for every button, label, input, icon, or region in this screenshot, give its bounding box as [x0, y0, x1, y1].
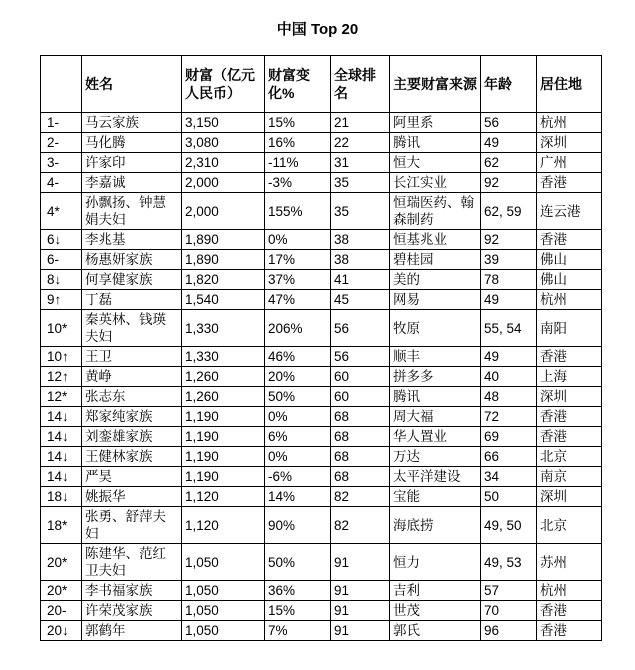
cell-residence: 杭州: [537, 290, 602, 310]
cell-wealth-change: 46%: [265, 347, 331, 367]
cell-age: 49, 53: [481, 544, 537, 581]
table-row: [41, 133, 602, 153]
cell-rank: 4-: [41, 173, 82, 193]
cell-wealth: 1,890: [182, 230, 265, 250]
header-residence: 居住地: [537, 56, 602, 113]
cell-residence: 深圳: [537, 133, 602, 153]
cell-wealth-source: 周大福: [390, 407, 481, 427]
cell-global-rank: 41: [331, 270, 390, 290]
cell-wealth-source: 顺丰: [390, 347, 481, 367]
cell-rank: 8↓: [41, 270, 82, 290]
cell-age: 66: [481, 447, 537, 467]
cell-rank: 3-: [41, 153, 82, 173]
cell-name: 李兆基: [82, 230, 182, 250]
cell-wealth: 3,150: [182, 113, 265, 133]
cell-wealth-source: 阿里系: [390, 113, 481, 133]
cell-age: 49: [481, 133, 537, 153]
cell-age: 39: [481, 250, 537, 270]
cell-residence: 香港: [537, 173, 602, 193]
cell-wealth-source: 恒大: [390, 153, 481, 173]
table-row: [41, 544, 602, 581]
cell-rank: 18↓: [41, 487, 82, 507]
cell-age: 62, 59: [481, 193, 537, 230]
table-row: [41, 601, 602, 621]
cell-residence: 香港: [537, 230, 602, 250]
cell-wealth-change: 0%: [265, 407, 331, 427]
ranking-table: [40, 55, 602, 641]
cell-global-rank: 91: [331, 601, 390, 621]
cell-name: 黄峥: [82, 367, 182, 387]
table-row: [41, 447, 602, 467]
cell-global-rank: 68: [331, 407, 390, 427]
cell-wealth: 1,050: [182, 544, 265, 581]
cell-residence: 广州: [537, 153, 602, 173]
cell-residence: 北京: [537, 507, 602, 544]
cell-rank: 18*: [41, 507, 82, 544]
table-row: [41, 487, 602, 507]
cell-global-rank: 31: [331, 153, 390, 173]
cell-wealth: 1,260: [182, 367, 265, 387]
cell-wealth-source: 郭氏: [390, 621, 481, 641]
cell-age: 34: [481, 467, 537, 487]
cell-residence: 深圳: [537, 387, 602, 407]
cell-rank: 14↓: [41, 447, 82, 467]
cell-wealth: 2,000: [182, 193, 265, 230]
cell-wealth-change: 17%: [265, 250, 331, 270]
cell-rank: 10*: [41, 310, 82, 347]
cell-wealth-change: 7%: [265, 621, 331, 641]
table-row: [41, 173, 602, 193]
cell-residence: 南京: [537, 467, 602, 487]
cell-rank: 20*: [41, 581, 82, 601]
cell-wealth-source: 腾讯: [390, 133, 481, 153]
cell-age: 57: [481, 581, 537, 601]
cell-wealth-change: 50%: [265, 387, 331, 407]
cell-rank: 20↓: [41, 621, 82, 641]
cell-global-rank: 82: [331, 487, 390, 507]
cell-residence: 上海: [537, 367, 602, 387]
cell-residence: 南阳: [537, 310, 602, 347]
cell-name: 王卫: [82, 347, 182, 367]
cell-wealth-change: 16%: [265, 133, 331, 153]
cell-age: 49: [481, 290, 537, 310]
cell-wealth-change: 50%: [265, 544, 331, 581]
cell-wealth-source: 宝能: [390, 487, 481, 507]
cell-wealth: 1,190: [182, 427, 265, 447]
cell-wealth: 1,190: [182, 467, 265, 487]
cell-wealth-source: 长江实业: [390, 173, 481, 193]
cell-global-rank: 21: [331, 113, 390, 133]
header-wealth: 财富（亿元人民币）: [182, 56, 265, 113]
cell-global-rank: 68: [331, 467, 390, 487]
cell-wealth: 1,050: [182, 601, 265, 621]
cell-age: 69: [481, 427, 537, 447]
cell-wealth: 1,190: [182, 407, 265, 427]
cell-age: 40: [481, 367, 537, 387]
cell-wealth-change: 47%: [265, 290, 331, 310]
cell-rank: 6-: [41, 250, 82, 270]
cell-name: 王健林家族: [82, 447, 182, 467]
table-row: [41, 290, 602, 310]
cell-rank: 4*: [41, 193, 82, 230]
cell-age: 55, 54: [481, 310, 537, 347]
cell-wealth-change: -6%: [265, 467, 331, 487]
cell-residence: 香港: [537, 427, 602, 447]
cell-residence: 香港: [537, 407, 602, 427]
cell-wealth: 1,330: [182, 347, 265, 367]
cell-name: 丁磊: [82, 290, 182, 310]
cell-rank: 12↑: [41, 367, 82, 387]
cell-rank: 14↓: [41, 427, 82, 447]
cell-rank: 9↑: [41, 290, 82, 310]
table-row: [41, 467, 602, 487]
cell-global-rank: 91: [331, 544, 390, 581]
cell-name: 郑家纯家族: [82, 407, 182, 427]
cell-age: 72: [481, 407, 537, 427]
cell-wealth-source: 太平洋建设: [390, 467, 481, 487]
cell-wealth-source: 华人置业: [390, 427, 481, 447]
cell-wealth-source: 网易: [390, 290, 481, 310]
cell-name: 马云家族: [82, 113, 182, 133]
header-wealth-source: 主要财富来源: [390, 56, 481, 113]
cell-global-rank: 38: [331, 230, 390, 250]
cell-residence: 佛山: [537, 270, 602, 290]
cell-wealth-source: 海底捞: [390, 507, 481, 544]
cell-wealth: 1,190: [182, 447, 265, 467]
cell-age: 62: [481, 153, 537, 173]
cell-age: 48: [481, 387, 537, 407]
cell-age: 92: [481, 230, 537, 250]
cell-rank: 2-: [41, 133, 82, 153]
cell-wealth-source: 美的: [390, 270, 481, 290]
cell-global-rank: 35: [331, 173, 390, 193]
table-row: [41, 367, 602, 387]
cell-wealth: 1,820: [182, 270, 265, 290]
cell-name: 张志东: [82, 387, 182, 407]
cell-residence: 香港: [537, 621, 602, 641]
cell-rank: 12*: [41, 387, 82, 407]
table-row: [41, 193, 602, 230]
cell-wealth-source: 恒瑞医药、翰森制药: [390, 193, 481, 230]
cell-residence: 佛山: [537, 250, 602, 270]
cell-residence: 深圳: [537, 487, 602, 507]
cell-name: 马化腾: [82, 133, 182, 153]
cell-wealth-source: 世茂: [390, 601, 481, 621]
cell-global-rank: 68: [331, 427, 390, 447]
header-name: 姓名: [82, 56, 182, 113]
cell-rank: 1-: [41, 113, 82, 133]
table-row: [41, 621, 602, 641]
cell-wealth: 2,000: [182, 173, 265, 193]
cell-wealth-source: 拼多多: [390, 367, 481, 387]
cell-wealth-change: 6%: [265, 427, 331, 447]
cell-wealth-source: 腾讯: [390, 387, 481, 407]
cell-residence: 香港: [537, 601, 602, 621]
cell-name: 陈建华、范红卫夫妇: [82, 544, 182, 581]
cell-wealth: 1,330: [182, 310, 265, 347]
cell-age: 50: [481, 487, 537, 507]
cell-wealth-change: 37%: [265, 270, 331, 290]
cell-name: 刘銮雄家族: [82, 427, 182, 447]
cell-wealth: 1,050: [182, 621, 265, 641]
cell-wealth-change: 20%: [265, 367, 331, 387]
cell-name: 严昊: [82, 467, 182, 487]
cell-wealth-change: 90%: [265, 507, 331, 544]
cell-wealth-change: -3%: [265, 173, 331, 193]
cell-wealth-change: 14%: [265, 487, 331, 507]
cell-rank: 10↑: [41, 347, 82, 367]
header-age: 年龄: [481, 56, 537, 113]
cell-wealth: 1,120: [182, 487, 265, 507]
cell-wealth-change: 0%: [265, 447, 331, 467]
cell-name: 姚振华: [82, 487, 182, 507]
cell-age: 49, 50: [481, 507, 537, 544]
cell-name: 许家印: [82, 153, 182, 173]
cell-rank: 6↓: [41, 230, 82, 250]
cell-age: 92: [481, 173, 537, 193]
cell-name: 杨惠妍家族: [82, 250, 182, 270]
table-row: [41, 407, 602, 427]
cell-wealth: 3,080: [182, 133, 265, 153]
page-title: 中国 Top 20: [276, 21, 359, 38]
cell-global-rank: 91: [331, 621, 390, 641]
table-row: [41, 581, 602, 601]
table-row: [41, 347, 602, 367]
cell-wealth-source: 碧桂园: [390, 250, 481, 270]
cell-wealth-change: 15%: [265, 113, 331, 133]
header-rank: [41, 56, 82, 113]
cell-residence: 杭州: [537, 581, 602, 601]
table-row: [41, 113, 602, 133]
cell-global-rank: 56: [331, 310, 390, 347]
table-body: [41, 113, 602, 641]
cell-wealth-source: 恒力: [390, 544, 481, 581]
table-row: [41, 387, 602, 407]
cell-name: 孙飘扬、钟慧娟夫妇: [82, 193, 182, 230]
cell-global-rank: 38: [331, 250, 390, 270]
cell-age: 56: [481, 113, 537, 133]
cell-wealth-change: 0%: [265, 230, 331, 250]
cell-wealth-change: 36%: [265, 581, 331, 601]
cell-rank: 20-: [41, 601, 82, 621]
cell-residence: 杭州: [537, 113, 602, 133]
cell-global-rank: 82: [331, 507, 390, 544]
cell-wealth-source: 万达: [390, 447, 481, 467]
cell-age: 96: [481, 621, 537, 641]
header-row: [41, 56, 602, 113]
cell-global-rank: 60: [331, 387, 390, 407]
cell-global-rank: 60: [331, 367, 390, 387]
cell-wealth-change: 15%: [265, 601, 331, 621]
table-row: [41, 153, 602, 173]
cell-global-rank: 91: [331, 581, 390, 601]
cell-wealth: 1,890: [182, 250, 265, 270]
cell-age: 49: [481, 347, 537, 367]
cell-global-rank: 56: [331, 347, 390, 367]
cell-wealth: 1,120: [182, 507, 265, 544]
cell-age: 78: [481, 270, 537, 290]
cell-wealth: 1,540: [182, 290, 265, 310]
cell-wealth: 1,260: [182, 387, 265, 407]
cell-rank: 14↓: [41, 467, 82, 487]
cell-residence: 苏州: [537, 544, 602, 581]
cell-wealth: 1,050: [182, 581, 265, 601]
cell-name: 张勇、舒萍夫妇: [82, 507, 182, 544]
cell-name: 何享健家族: [82, 270, 182, 290]
cell-wealth-source: 恒基兆业: [390, 230, 481, 250]
cell-residence: 北京: [537, 447, 602, 467]
cell-name: 郭鹤年: [82, 621, 182, 641]
header-global-rank: 全球排名: [331, 56, 390, 113]
cell-name: 李嘉诚: [82, 173, 182, 193]
cell-rank: 14↓: [41, 407, 82, 427]
cell-wealth-change: 206%: [265, 310, 331, 347]
cell-rank: 20*: [41, 544, 82, 581]
cell-name: 秦英林、钱瑛夫妇: [82, 310, 182, 347]
table-row: [41, 507, 602, 544]
cell-wealth: 2,310: [182, 153, 265, 173]
header-wealth-change: 财富变化%: [265, 56, 331, 113]
cell-global-rank: 22: [331, 133, 390, 153]
cell-age: 70: [481, 601, 537, 621]
cell-residence: 香港: [537, 347, 602, 367]
table-row: [41, 310, 602, 347]
cell-name: 许荣茂家族: [82, 601, 182, 621]
cell-global-rank: 45: [331, 290, 390, 310]
table-row: [41, 230, 602, 250]
cell-name: 李书福家族: [82, 581, 182, 601]
cell-global-rank: 35: [331, 193, 390, 230]
cell-wealth-change: 155%: [265, 193, 331, 230]
cell-residence: 连云港: [537, 193, 602, 230]
cell-global-rank: 68: [331, 447, 390, 467]
table-row: [41, 427, 602, 447]
cell-wealth-source: 牧原: [390, 310, 481, 347]
table-row: [41, 250, 602, 270]
table-row: [41, 270, 602, 290]
cell-wealth-change: -11%: [265, 153, 331, 173]
cell-wealth-source: 吉利: [390, 581, 481, 601]
